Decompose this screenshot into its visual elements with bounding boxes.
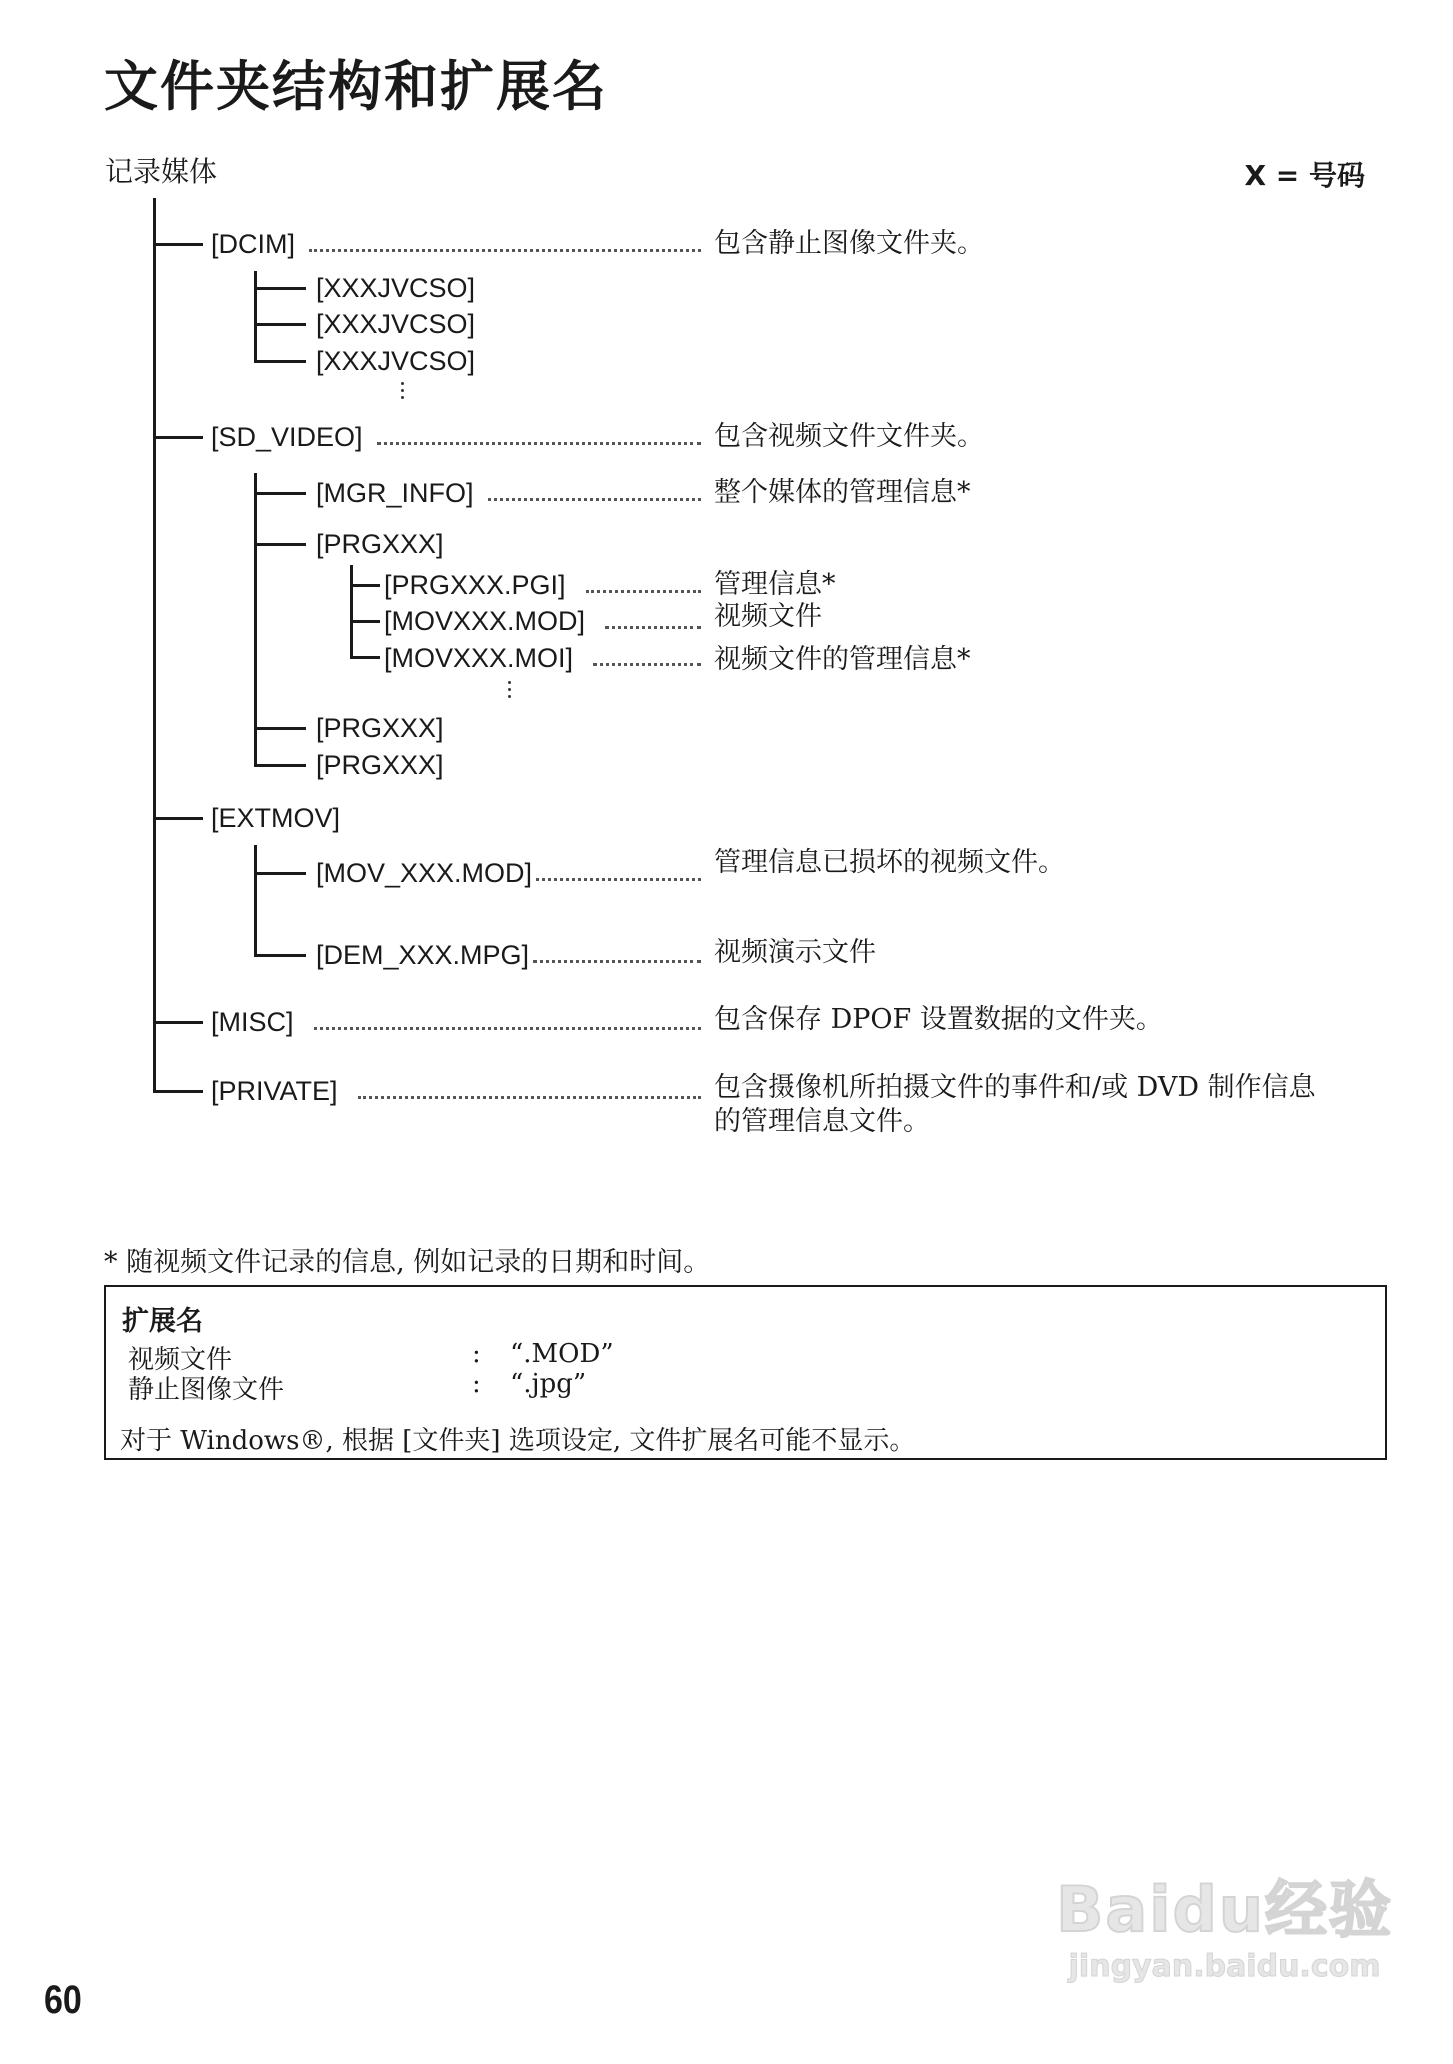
connector bbox=[153, 243, 203, 246]
ellipsis-vertical-icon bbox=[401, 378, 407, 403]
media-label: 记录媒体 bbox=[105, 155, 218, 188]
folder-misc-desc: 包含保存 DPOF 设置数据的文件夹。 bbox=[714, 1004, 1163, 1035]
dot-leader bbox=[488, 498, 701, 501]
folder-dcim-desc: 包含静止图像文件夹。 bbox=[714, 228, 984, 259]
file-mov-xxx-desc: 管理信息已损坏的视频文件。 bbox=[714, 847, 1065, 878]
ext-sep: : bbox=[472, 1369, 481, 1399]
connector bbox=[153, 817, 203, 820]
folder-xxxjvcso bbox=[316, 344, 475, 378]
legend-note: X = 号码 bbox=[1244, 159, 1365, 192]
folder-label: [PRIVATE] bbox=[211, 1075, 338, 1106]
connector bbox=[350, 656, 380, 659]
folder-label: [MISC] bbox=[211, 1006, 294, 1037]
ext-sep: : bbox=[472, 1339, 481, 1369]
file-label: [MOVXXX.MOD] bbox=[384, 605, 586, 636]
dot-leader bbox=[536, 878, 701, 881]
file-moi bbox=[384, 641, 705, 675]
watermark-line2: jingyan.baidu.com bbox=[1068, 1949, 1381, 1984]
dot-leader bbox=[605, 626, 701, 629]
folder-label: [PRGXXX] bbox=[316, 528, 444, 559]
dot-leader bbox=[314, 1027, 701, 1030]
folder-xxxjvcso bbox=[316, 307, 475, 341]
folder-label: [DCIM] bbox=[211, 228, 295, 259]
branch-line bbox=[350, 565, 353, 659]
folder-label: [MGR_INFO] bbox=[316, 477, 474, 508]
folder-prgxxx bbox=[316, 748, 444, 782]
folder-prgxxx bbox=[316, 711, 444, 745]
watermark-line1: Baidu经验 bbox=[1056, 1873, 1393, 1946]
dot-leader bbox=[309, 249, 701, 252]
ext-value: “.MOD” bbox=[510, 1339, 614, 1369]
connector bbox=[254, 492, 306, 495]
dot-leader bbox=[358, 1096, 701, 1099]
branch-line bbox=[254, 271, 257, 363]
connector bbox=[254, 287, 306, 290]
folder-label: [XXXJVCSO] bbox=[316, 345, 476, 376]
page-title: 文件夹结构和扩展名 bbox=[104, 55, 608, 118]
ext-type: 视频文件 bbox=[128, 1345, 233, 1375]
folder-label: [PRGXXX] bbox=[316, 749, 444, 780]
file-mod bbox=[384, 604, 705, 638]
tree-trunk-line bbox=[153, 198, 156, 1093]
file-dem-xxx bbox=[316, 938, 705, 972]
file-mod-desc: 视频文件 bbox=[714, 601, 822, 632]
connector bbox=[153, 1090, 203, 1093]
dot-leader bbox=[586, 590, 701, 593]
ellipsis-vertical-icon bbox=[508, 677, 514, 702]
connector bbox=[254, 543, 306, 546]
file-label: [PRGXXX.PGI] bbox=[384, 569, 566, 600]
file-label: [MOVXXX.MOI] bbox=[384, 642, 574, 673]
dot-leader bbox=[533, 960, 701, 963]
folder-label: [EXTMOV] bbox=[211, 802, 341, 833]
folder-private bbox=[211, 1074, 705, 1108]
folder-label: [XXXJVCSO] bbox=[316, 272, 476, 303]
folder-sd-video-desc: 包含视频文件文件夹。 bbox=[714, 421, 984, 452]
folder-misc bbox=[211, 1005, 705, 1039]
file-pgi-desc: 管理信息* bbox=[714, 569, 836, 600]
dot-leader bbox=[593, 663, 701, 666]
folder-sd-video bbox=[211, 420, 705, 454]
extensions-title: 扩展名 bbox=[122, 1306, 203, 1337]
file-pgi bbox=[384, 568, 705, 602]
dot-leader bbox=[377, 442, 701, 445]
branch-line bbox=[254, 473, 257, 767]
file-moi-desc: 视频文件的管理信息* bbox=[714, 644, 971, 675]
watermark-logo bbox=[1056, 1860, 1393, 1984]
folder-mgr-info-desc: 整个媒体的管理信息* bbox=[714, 477, 971, 508]
ext-value: “.jpg” bbox=[510, 1369, 587, 1399]
connector bbox=[254, 360, 306, 363]
folder-label: [XXXJVCSO] bbox=[316, 308, 476, 339]
extensions-note: 对于 Windows®, 根据 [文件夹] 选项设定, 文件扩展名可能不显示。 bbox=[120, 1426, 916, 1456]
folder-private-desc-cont: 的管理信息文件。 bbox=[714, 1106, 930, 1137]
file-dem-xxx-desc: 视频演示文件 bbox=[714, 937, 876, 968]
connector bbox=[153, 1021, 203, 1024]
connector bbox=[350, 620, 380, 623]
folder-private-desc: 包含摄像机所拍摄文件的事件和/或 DVD 制作信息 bbox=[714, 1072, 1316, 1103]
connector bbox=[254, 872, 306, 875]
connector bbox=[254, 727, 306, 730]
file-label: [DEM_XXX.MPG] bbox=[316, 939, 530, 970]
connector bbox=[153, 436, 203, 439]
folder-label: [SD_VIDEO] bbox=[211, 421, 363, 452]
folder-extmov bbox=[211, 801, 340, 835]
connector bbox=[254, 764, 306, 767]
connector bbox=[254, 954, 306, 957]
connector bbox=[254, 323, 306, 326]
connector bbox=[350, 584, 380, 587]
extensions-box bbox=[104, 1285, 1387, 1460]
folder-xxxjvcso bbox=[316, 271, 475, 305]
file-mov-xxx bbox=[316, 856, 705, 890]
folder-dcim bbox=[211, 227, 705, 261]
file-label: [MOV_XXX.MOD] bbox=[316, 857, 533, 888]
folder-prgxxx bbox=[316, 527, 444, 561]
folder-label: [PRGXXX] bbox=[316, 712, 444, 743]
ext-type: 静止图像文件 bbox=[128, 1375, 285, 1405]
footnote: * 随视频文件记录的信息, 例如记录的日期和时间。 bbox=[104, 1247, 711, 1278]
folder-mgr-info bbox=[316, 476, 705, 510]
branch-line bbox=[254, 845, 257, 957]
page-number: 60 bbox=[44, 1978, 82, 2022]
